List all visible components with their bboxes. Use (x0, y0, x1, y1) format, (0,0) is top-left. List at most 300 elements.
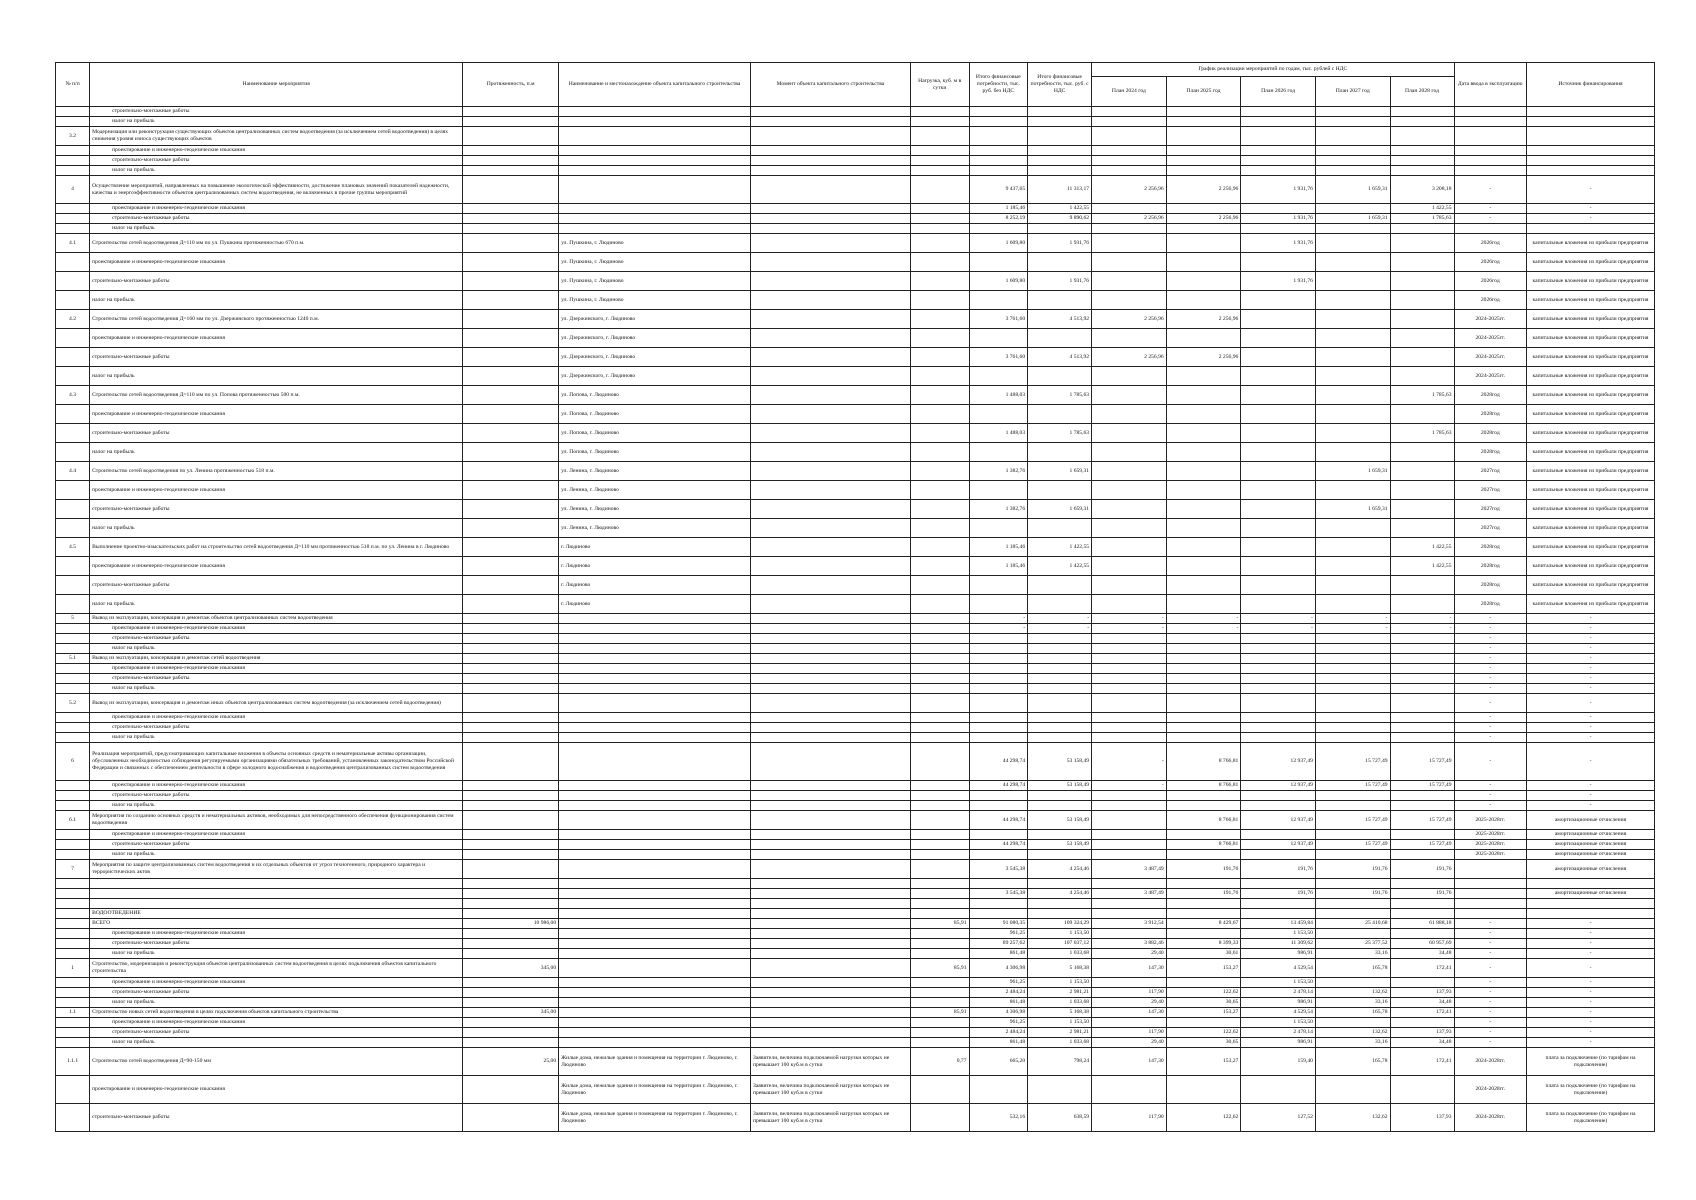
plan-2024-cell (1092, 272, 1167, 291)
col-load: Нагрузка, куб. м в сутки (910, 63, 969, 107)
commission-date-cell: - (1454, 801, 1526, 811)
funding-source-cell: - (1527, 634, 1655, 644)
table-row (56, 909, 1655, 919)
need-vat-cell (1028, 850, 1092, 860)
moment-cell (751, 929, 911, 939)
plan-2028-cell (1390, 694, 1454, 713)
plan-2028-cell: 137,93 (1390, 988, 1454, 998)
load-cell (910, 291, 969, 310)
load-cell (910, 214, 969, 224)
object-cell: г. Людиново (559, 595, 751, 614)
col-source: Источник финансирования (1527, 63, 1655, 107)
need-vat-cell (1028, 127, 1092, 146)
row-number (56, 1038, 90, 1048)
plan-2026-cell: - (1241, 624, 1316, 634)
object-cell: Жилые дома, нежилые здания и помещения на территории г. Людиново, г. Людиново (559, 1048, 751, 1076)
need-no-vat-cell: 961,25 (969, 978, 1028, 988)
object-cell (559, 830, 751, 840)
need-no-vat-cell (969, 674, 1028, 684)
plan-2028-cell: 191,76 (1390, 860, 1454, 879)
need-no-vat-cell (969, 830, 1028, 840)
col-2025: План 2025 год (1166, 77, 1241, 107)
commission-date-cell: - (1454, 998, 1526, 1008)
measure-name: проектирование и инженерно-геодезические изыскания (90, 329, 463, 348)
funding-source-cell (1527, 146, 1655, 156)
need-no-vat-cell (969, 654, 1028, 664)
plan-2024-cell: 29,40 (1092, 1038, 1167, 1048)
length-cell (463, 156, 559, 166)
funding-source-cell: - (1527, 1018, 1655, 1028)
row-number (56, 272, 90, 291)
load-cell: 0,77 (910, 1048, 969, 1076)
funding-source-cell: - (1527, 684, 1655, 694)
object-cell (559, 1008, 751, 1018)
commission-date-cell: - (1454, 684, 1526, 694)
need-no-vat-cell: 89 257,62 (969, 939, 1028, 949)
measure-name: налог на прибыль (90, 733, 463, 743)
plan-2027-cell (1315, 684, 1390, 694)
funding-source-cell: амортизационные отчисления (1527, 889, 1655, 899)
plan-2025-cell: 8 766,81 (1166, 743, 1241, 781)
measure-name: строительно-монтажные работы (90, 500, 463, 519)
moment-cell (751, 107, 911, 117)
measure-name: ВОДООТВЕДЕНИЕ (90, 909, 463, 919)
measure-name: Выполнение проектно-изыскательских работ на строительство сетей водоотведения Д=110 мм протяженностью 518 п.м. по ул. Ленина в г. Людиново (90, 538, 463, 557)
plan-2024-cell (1092, 909, 1167, 919)
plan-2024-cell (1092, 291, 1167, 310)
need-vat-cell (1028, 224, 1092, 234)
need-no-vat-cell: 1 609,80 (969, 272, 1028, 291)
length-cell (463, 939, 559, 949)
plan-2028-cell (1390, 291, 1454, 310)
measure-name: строительно-монтажные работы (90, 576, 463, 595)
need-no-vat-cell (969, 146, 1028, 156)
measure-name: строительно-монтажные работы (90, 272, 463, 291)
plan-2024-cell (1092, 733, 1167, 743)
length-cell (463, 595, 559, 614)
funding-source-cell: капитальные вложения из прибыли предприятия (1527, 519, 1655, 538)
need-no-vat-cell (969, 107, 1028, 117)
plan-2027-cell (1315, 733, 1390, 743)
need-vat-cell: 1 785,63 (1028, 386, 1092, 405)
plan-2025-cell (1166, 224, 1241, 234)
object-cell (559, 127, 751, 146)
load-cell (910, 329, 969, 348)
plan-2025-cell (1166, 272, 1241, 291)
plan-2026-cell (1241, 329, 1316, 348)
load-cell (910, 253, 969, 272)
plan-2028-cell: 1 785,63 (1390, 424, 1454, 443)
plan-2025-cell: 122,62 (1166, 1028, 1241, 1038)
plan-2027-cell (1315, 1076, 1390, 1104)
need-no-vat-cell (969, 329, 1028, 348)
object-cell: ул. Ленина, г. Людиново (559, 519, 751, 538)
commission-date-cell: - (1454, 1038, 1526, 1048)
measure-name: Мероприятия по защите централизованных систем водоотведения и их отдельных объектов от угроз техногенного, природного характера и террористических актов (90, 860, 463, 879)
table-row (56, 664, 1655, 674)
row-number (56, 424, 90, 443)
need-vat-cell (1028, 684, 1092, 694)
moment-cell (751, 781, 911, 791)
object-cell: ул. Пушкина, г. Людиново (559, 272, 751, 291)
row-number (56, 224, 90, 234)
load-cell (910, 1018, 969, 1028)
plan-2028-cell (1390, 146, 1454, 156)
moment-cell (751, 224, 911, 234)
need-vat-cell (1028, 117, 1092, 127)
plan-2026-cell (1241, 801, 1316, 811)
load-cell (910, 674, 969, 684)
row-number: 4.2 (56, 310, 90, 329)
table-row (56, 614, 1655, 624)
moment-cell (751, 204, 911, 214)
object-cell (559, 1038, 751, 1048)
col-2027: План 2027 год (1315, 77, 1390, 107)
load-cell (910, 781, 969, 791)
plan-2028-cell: 1 785,63 (1390, 214, 1454, 224)
plan-2024-cell (1092, 462, 1167, 481)
need-no-vat-cell (969, 443, 1028, 462)
object-cell (559, 723, 751, 733)
commission-date-cell: 2027год (1454, 481, 1526, 500)
length-cell (463, 791, 559, 801)
plan-2025-cell: - (1166, 624, 1241, 634)
row-number (56, 576, 90, 595)
plan-2025-cell: 191,76 (1166, 889, 1241, 899)
object-cell (559, 801, 751, 811)
need-no-vat-cell (969, 723, 1028, 733)
funding-source-cell: капитальные вложения из прибыли предприятия (1527, 405, 1655, 424)
table-row (56, 386, 1655, 405)
moment-cell (751, 694, 911, 713)
plan-2027-cell: 15 727,49 (1315, 781, 1390, 791)
plan-2028-cell: 15 727,49 (1390, 840, 1454, 850)
need-vat-cell (1028, 166, 1092, 176)
plan-2024-cell (1092, 899, 1167, 909)
table-row (56, 860, 1655, 879)
col-schedule: График реализации мероприятий по годам, тыс. рублей с НДС (1092, 63, 1454, 77)
moment-cell (751, 462, 911, 481)
measure-name: налог на прибыль (90, 166, 463, 176)
need-vat-cell: 1 422,55 (1028, 204, 1092, 214)
plan-2028-cell (1390, 117, 1454, 127)
need-vat-cell (1028, 329, 1092, 348)
plan-2024-cell (1092, 850, 1167, 860)
plan-2026-cell (1241, 310, 1316, 329)
moment-cell (751, 654, 911, 664)
moment-cell (751, 146, 911, 156)
funding-source-cell: капитальные вложения из прибыли предприятия (1527, 310, 1655, 329)
length-cell (463, 1104, 559, 1132)
plan-2024-cell (1092, 654, 1167, 664)
row-number: 4.4 (56, 462, 90, 481)
plan-2026-cell: 159,40 (1241, 1048, 1316, 1076)
row-number (56, 684, 90, 694)
plan-2028-cell (1390, 329, 1454, 348)
plan-2026-cell: 2 478,14 (1241, 1028, 1316, 1038)
load-cell (910, 723, 969, 733)
plan-2027-cell: 1 659,31 (1315, 500, 1390, 519)
length-cell (463, 117, 559, 127)
plan-2025-cell (1166, 557, 1241, 576)
table-row (56, 713, 1655, 723)
plan-2025-cell: 122,62 (1166, 988, 1241, 998)
plan-2026-cell (1241, 424, 1316, 443)
plan-2025-cell (1166, 367, 1241, 386)
funding-source-cell: - (1527, 644, 1655, 654)
need-vat-cell (1028, 405, 1092, 424)
plan-2024-cell: - (1092, 614, 1167, 624)
plan-2027-cell: 33,16 (1315, 949, 1390, 959)
table-row (56, 127, 1655, 146)
load-cell (910, 272, 969, 291)
col-name: Наименование мероприятия (90, 63, 463, 107)
plan-2025-cell (1166, 694, 1241, 713)
funding-source-cell: - (1527, 743, 1655, 781)
load-cell (910, 743, 969, 781)
plan-2027-cell (1315, 166, 1390, 176)
object-cell (559, 939, 751, 949)
funding-source-cell: - (1527, 959, 1655, 978)
table-row (56, 253, 1655, 272)
commission-date-cell: 2026год (1454, 272, 1526, 291)
need-vat-cell: 798,24 (1028, 1048, 1092, 1076)
funding-source-cell: - (1527, 801, 1655, 811)
plan-2028-cell (1390, 500, 1454, 519)
plan-2026-cell (1241, 481, 1316, 500)
plan-2028-cell (1390, 684, 1454, 694)
measure-name: строительно-монтажные работы (90, 674, 463, 684)
commission-date-cell: 2025-2028гг. (1454, 830, 1526, 840)
plan-2025-cell (1166, 830, 1241, 840)
plan-2024-cell (1092, 713, 1167, 723)
plan-2025-cell (1166, 733, 1241, 743)
length-cell (463, 310, 559, 329)
moment-cell (751, 214, 911, 224)
table-row (56, 1008, 1655, 1018)
measure-name: строительно-монтажные работы (90, 214, 463, 224)
length-cell (463, 329, 559, 348)
plan-2024-cell (1092, 224, 1167, 234)
table-row (56, 694, 1655, 713)
plan-2027-cell (1315, 329, 1390, 348)
commission-date-cell (1454, 156, 1526, 166)
table-row (56, 840, 1655, 850)
plan-2024-cell: - (1092, 624, 1167, 634)
plan-2025-cell (1166, 595, 1241, 614)
length-cell (463, 576, 559, 595)
row-number (56, 879, 90, 889)
plan-2026-cell (1241, 879, 1316, 889)
object-cell (559, 713, 751, 723)
need-vat-cell (1028, 634, 1092, 644)
need-vat-cell (1028, 291, 1092, 310)
length-cell (463, 272, 559, 291)
length-cell (463, 840, 559, 850)
moment-cell (751, 978, 911, 988)
moment-cell (751, 733, 911, 743)
funding-source-cell: - (1527, 1038, 1655, 1048)
commission-date-cell: - (1454, 674, 1526, 684)
plan-2026-cell: 986,91 (1241, 998, 1316, 1008)
plan-2026-cell (1241, 723, 1316, 733)
length-cell: 10 986,00 (463, 919, 559, 929)
object-cell: ул. Ленина, г. Людиново (559, 500, 751, 519)
commission-date-cell: - (1454, 654, 1526, 664)
commission-date-cell (1454, 117, 1526, 127)
load-cell (910, 1104, 969, 1132)
plan-2026-cell (1241, 694, 1316, 713)
need-vat-cell (1028, 107, 1092, 117)
need-no-vat-cell: 1 185,46 (969, 204, 1028, 214)
row-number (56, 644, 90, 654)
load-cell (910, 1028, 969, 1038)
plan-2026-cell: 13 459,84 (1241, 919, 1316, 929)
measure-name: проектирование и инженерно-геодезические изыскания (90, 664, 463, 674)
object-cell (559, 791, 751, 801)
moment-cell (751, 291, 911, 310)
commission-date-cell: 2024-2028гг. (1454, 1048, 1526, 1076)
plan-2025-cell: - (1166, 614, 1241, 624)
plan-2024-cell (1092, 929, 1167, 939)
measure-name: строительно-монтажные работы (90, 723, 463, 733)
measure-name: налог на прибыль (90, 949, 463, 959)
plan-2024-cell (1092, 481, 1167, 500)
load-cell (910, 860, 969, 879)
object-cell (559, 664, 751, 674)
col-2026: План 2026 год (1241, 77, 1316, 107)
plan-2026-cell: 127,52 (1241, 1104, 1316, 1132)
plan-2025-cell: 2 256,96 (1166, 310, 1241, 329)
plan-2027-cell: 15 727,49 (1315, 811, 1390, 830)
plan-2027-cell (1315, 272, 1390, 291)
plan-2025-cell (1166, 146, 1241, 156)
moment-cell (751, 1038, 911, 1048)
measure-name: строительно-монтажные работы (90, 1028, 463, 1038)
plan-2026-cell (1241, 117, 1316, 127)
commission-date-cell: 2024-2025гг. (1454, 348, 1526, 367)
measure-name: Вывод из эксплуатации, консервация и демонтаж иных объектов централизованных систем водоотведения (за исключением сетей водоотведения) (90, 694, 463, 713)
row-number (56, 850, 90, 860)
need-vat-cell: 1 153,50 (1028, 1018, 1092, 1028)
length-cell (463, 405, 559, 424)
row-number (56, 1018, 90, 1028)
object-cell (559, 909, 751, 919)
col-2024: План 2024 год (1092, 77, 1167, 107)
moment-cell (751, 519, 911, 538)
plan-2026-cell: 12 937,49 (1241, 743, 1316, 781)
object-cell (559, 1018, 751, 1028)
funding-source-cell: - (1527, 929, 1655, 939)
plan-2027-cell (1315, 644, 1390, 654)
need-no-vat-cell (969, 156, 1028, 166)
table-row (56, 1104, 1655, 1132)
load-cell (910, 557, 969, 576)
table-row (56, 644, 1655, 654)
row-number (56, 204, 90, 214)
need-vat-cell: 9 890,62 (1028, 214, 1092, 224)
plan-2025-cell: 8 766,81 (1166, 781, 1241, 791)
load-cell: 85,91 (910, 959, 969, 978)
length-cell (463, 801, 559, 811)
plan-2024-cell (1092, 367, 1167, 386)
plan-2026-cell (1241, 713, 1316, 723)
need-vat-cell: 1 422,55 (1028, 538, 1092, 557)
moment-cell (751, 117, 911, 127)
plan-2028-cell: 34,48 (1390, 998, 1454, 1008)
need-vat-cell: - (1028, 614, 1092, 624)
plan-2027-cell (1315, 386, 1390, 405)
load-cell (910, 405, 969, 424)
need-vat-cell: 4 254,46 (1028, 860, 1092, 879)
need-no-vat-cell: 1 185,46 (969, 557, 1028, 576)
measure-name: проектирование и инженерно-геодезические изыскания (90, 405, 463, 424)
funding-source-cell: амортизационные отчисления (1527, 840, 1655, 850)
plan-2028-cell (1390, 156, 1454, 166)
object-cell (559, 988, 751, 998)
funding-source-cell: - (1527, 1008, 1655, 1018)
funding-source-cell: - (1527, 919, 1655, 929)
need-vat-cell (1028, 481, 1092, 500)
commission-date-cell: 2028год (1454, 405, 1526, 424)
load-cell: 85,91 (910, 1008, 969, 1018)
plan-2025-cell (1166, 424, 1241, 443)
plan-2025-cell (1166, 713, 1241, 723)
row-number (56, 624, 90, 634)
measure-name: Строительство сетей водоотведения по ул. Ленина протяженностью 518 п.м. (90, 462, 463, 481)
need-no-vat-cell: 532,16 (969, 1104, 1028, 1132)
object-cell: ул. Пушкина, г. Людиново (559, 234, 751, 253)
plan-2027-cell (1315, 1018, 1390, 1028)
plan-2025-cell: 122,62 (1166, 1104, 1241, 1132)
object-cell (559, 998, 751, 1008)
plan-2024-cell (1092, 443, 1167, 462)
row-number: 4.1 (56, 234, 90, 253)
funding-source-cell: капитальные вложения из прибыли предприятия (1527, 386, 1655, 405)
commission-date-cell: 2028год (1454, 538, 1526, 557)
measure-name: Мероприятия по созданию основных средств и нематериальных активов, необходимых для непосредственного обеспечения функционирования систем водоотведения (90, 811, 463, 830)
plan-2027-cell (1315, 481, 1390, 500)
plan-2027-cell: 191,76 (1315, 860, 1390, 879)
plan-2026-cell: 1 931,76 (1241, 214, 1316, 224)
funding-source-cell: капитальные вложения из прибыли предприятия (1527, 500, 1655, 519)
moment-cell (751, 850, 911, 860)
plan-2024-cell (1092, 879, 1167, 889)
measure-name: строительно-монтажные работы (90, 348, 463, 367)
plan-2026-cell (1241, 367, 1316, 386)
plan-2025-cell (1166, 234, 1241, 253)
load-cell (910, 156, 969, 166)
length-cell (463, 462, 559, 481)
load-cell (910, 310, 969, 329)
table-row (56, 500, 1655, 519)
commission-date-cell: - (1454, 204, 1526, 214)
measure-name: проектирование и инженерно-геодезические изыскания (90, 481, 463, 500)
plan-2026-cell: 4 529,54 (1241, 959, 1316, 978)
load-cell (910, 538, 969, 557)
load-cell (910, 166, 969, 176)
plan-2025-cell (1166, 674, 1241, 684)
col-2028: План 2028 год (1390, 77, 1454, 107)
plan-2027-cell: 132,62 (1315, 988, 1390, 998)
row-number (56, 348, 90, 367)
plan-2027-cell (1315, 310, 1390, 329)
need-no-vat-cell (969, 801, 1028, 811)
moment-cell (751, 614, 911, 624)
plan-2025-cell: 2 256,96 (1166, 176, 1241, 204)
plan-2026-cell (1241, 830, 1316, 840)
table-row (56, 166, 1655, 176)
